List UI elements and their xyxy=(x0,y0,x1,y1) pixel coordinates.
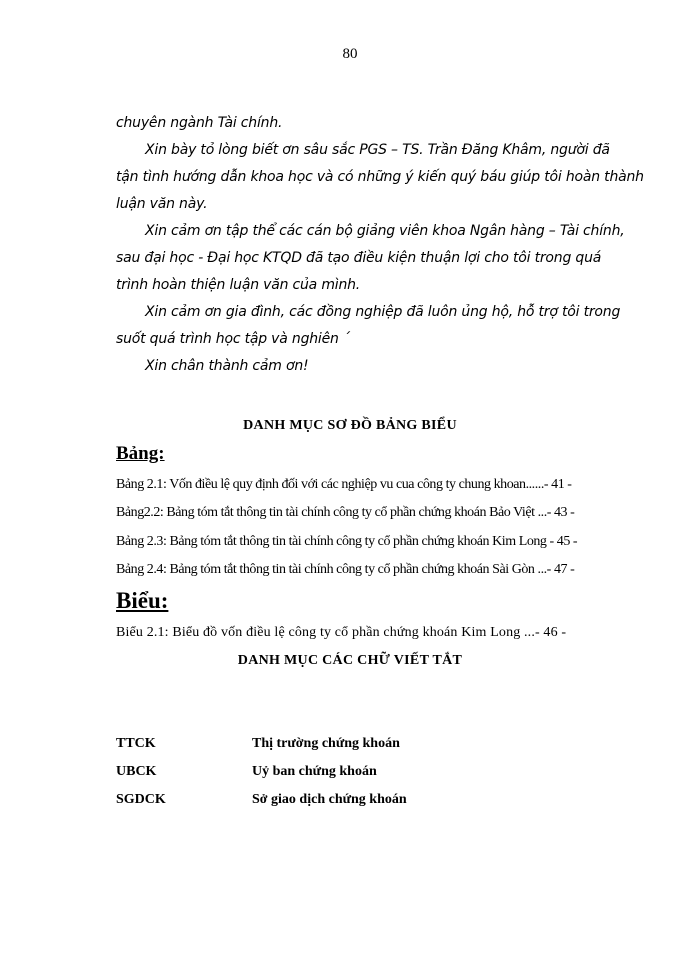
charts-label: Biểu: xyxy=(116,588,169,613)
text-line: suốt quá trình học tập và nghiên ´ xyxy=(116,331,350,347)
text-line: Xin bày tỏ lòng biết ơn sâu sắc PGS – TS. Trần Đăng Khâm, người đã xyxy=(145,142,610,158)
table-list-item: Bảng 2.3: Bảng tóm tắt thông tin tài chính công ty cổ phần chứng khoán Kim Long - 45 - xyxy=(116,534,578,549)
abbreviation-row xyxy=(116,792,616,808)
table-list-item: Bảng 2.1: Vốn điều lệ quy định đối với các nghiệp vu cua công ty chung khoan......- 41 - xyxy=(116,477,572,492)
abbreviation-row xyxy=(116,736,616,752)
text-line: trình hoàn thiện luận văn của mình. xyxy=(116,277,361,293)
text-line: Xin cảm ơn gia đình, các đồng nghiệp đã luôn ủng hộ, hỗ trợ tôi trong xyxy=(145,304,621,320)
abbreviation-row xyxy=(116,764,616,780)
abbreviations-section-title: DANH MỤC CÁC CHỮ VIẾT TẮT xyxy=(237,653,463,668)
text-line: Xin chân thành cảm ơn! xyxy=(145,358,309,374)
text-line: luận văn này. xyxy=(116,196,208,212)
abbreviation-term: UBCK xyxy=(116,764,157,779)
abbreviation-meaning: Uỷ ban chứng khoán xyxy=(252,764,377,779)
figures-section-title: DANH MỤC SƠ ĐỒ BẢNG BIỂU xyxy=(243,418,457,433)
tables-label: Bảng: xyxy=(116,443,165,464)
text-line: chuyên ngành Tài chính. xyxy=(116,115,283,131)
abbreviation-term: TTCK xyxy=(116,736,156,751)
text-line: Xin cảm ơn tập thể các cán bộ giảng viên khoa Ngân hàng – Tài chính, xyxy=(145,223,625,239)
page-number: 80 xyxy=(342,46,358,62)
chart-list-item: Biểu 2.1: Biểu đồ vốn điều lệ công ty cổ phần chứng khoán Kim Long ...- 46 - xyxy=(116,625,567,640)
abbreviation-meaning: Thị trường chứng khoán xyxy=(252,736,400,751)
text-line: sau đại học - Đại học KTQD đã tạo điều kiện thuận lợi cho tôi trong quá xyxy=(116,250,602,266)
acknowledgement-text xyxy=(116,110,644,380)
abbreviation-meaning: Sở giao dịch chứng khoán xyxy=(252,792,407,807)
table-list-item: Bảng2.2: Bảng tóm tắt thông tin tài chính công ty cổ phần chứng khoán Bảo Việt ...- 43 - xyxy=(116,505,575,520)
abbreviation-term: SGDCK xyxy=(116,792,166,807)
text-line: tận tình hướng dẫn khoa học và có những ý kiến quý báu giúp tôi hoàn thành xyxy=(116,169,644,185)
table-list-item: Bảng 2.4: Bảng tóm tắt thông tin tài chính công ty cổ phần chứng khoán Sài Gòn ...- 47 - xyxy=(116,562,575,577)
